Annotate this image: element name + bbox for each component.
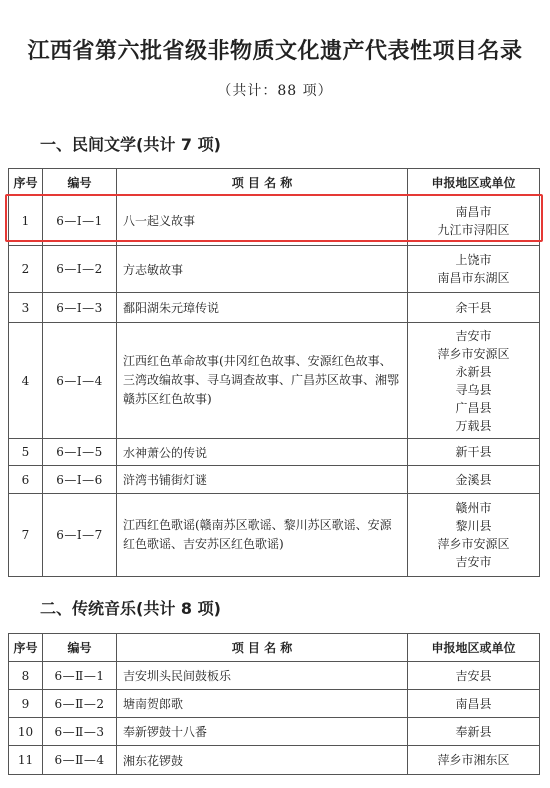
row-name: 江西红色歌谣(赣南苏区歌谣、黎川苏区歌谣、安源红色歌谣、吉安苏区红色歌谣)	[117, 494, 408, 577]
row-num: 9	[9, 690, 43, 718]
region-line: 南昌市	[455, 204, 492, 219]
region-line: 吉安县	[455, 668, 492, 683]
region-line: 南昌县	[455, 696, 492, 711]
region-line: 南昌市东湖区	[437, 271, 510, 285]
row-region	[408, 690, 540, 718]
table-traditional-music	[8, 633, 540, 775]
region-line: 广昌县	[455, 400, 492, 415]
region-line: 黎川县	[455, 519, 492, 533]
header-name: 项 目 名 称	[117, 634, 408, 662]
table-row	[9, 718, 540, 746]
row-code: 6—Ⅰ—6	[43, 466, 117, 494]
row-name: 奉新锣鼓十八番	[117, 718, 408, 746]
region-line: 吉安市	[455, 328, 492, 343]
row-region	[408, 718, 540, 746]
region-line: 永新县	[455, 364, 492, 379]
row-region	[408, 196, 540, 246]
row-region	[408, 246, 540, 293]
region-line: 九江市浔阳区	[437, 222, 510, 237]
row-name: 八一起义故事	[117, 196, 408, 246]
header-code: 编号	[43, 169, 117, 196]
row-code: 6—Ⅰ—2	[43, 246, 117, 293]
row-num: 11	[9, 746, 43, 775]
table-row	[9, 746, 540, 775]
row-name: 浒湾书铺街灯谜	[117, 466, 408, 494]
region-line: 吉安市	[455, 555, 492, 569]
row-num: 5	[9, 439, 43, 466]
row-region	[408, 494, 540, 577]
row-num: 7	[9, 494, 43, 577]
table-row	[9, 293, 540, 323]
table-row	[9, 196, 540, 246]
region-line: 余干县	[455, 300, 492, 315]
document-title: 江西省第六批省级非物质文化遗产代表性项目名录	[27, 38, 523, 64]
header-region: 申报地区或单位	[408, 634, 540, 662]
table-row	[9, 246, 540, 293]
section-heading-traditional-music: 二、传统音乐(共计 8 项)	[40, 599, 221, 618]
table-row	[9, 662, 540, 690]
row-code: 6—Ⅰ—1	[43, 196, 117, 246]
row-num: 2	[9, 246, 43, 293]
row-num: 10	[9, 718, 43, 746]
row-name: 方志敏故事	[117, 246, 408, 293]
region-line: 萍乡市安源区	[437, 537, 510, 551]
row-region	[408, 662, 540, 690]
row-num: 3	[9, 293, 43, 323]
row-code: 6—Ⅰ—4	[43, 323, 117, 439]
table-header-row	[9, 634, 540, 662]
row-code: 6—Ⅰ—7	[43, 494, 117, 577]
row-name: 鄱阳湖朱元璋传说	[117, 293, 408, 323]
table-folk-literature	[8, 168, 540, 577]
header-code: 编号	[43, 634, 117, 662]
region-line: 赣州市	[455, 501, 492, 515]
region-line: 奉新县	[455, 724, 492, 739]
row-region	[408, 293, 540, 323]
row-num: 8	[9, 662, 43, 690]
section-heading-folk-literature: 一、民间文学(共计 7 项)	[40, 135, 221, 154]
row-name: 吉安圳头民间鼓板乐	[117, 662, 408, 690]
header-name: 项 目 名 称	[117, 169, 408, 196]
region-line: 萍乡市湘东区	[437, 753, 510, 767]
table-row	[9, 439, 540, 466]
row-region	[408, 323, 540, 439]
row-region	[408, 439, 540, 466]
header-region: 申报地区或单位	[408, 169, 540, 196]
table-row	[9, 494, 540, 577]
row-region	[408, 466, 540, 494]
row-num: 4	[9, 323, 43, 439]
row-code: 6—Ⅱ—4	[43, 746, 117, 775]
region-line: 上饶市	[455, 253, 492, 267]
region-line: 新干县	[455, 445, 492, 459]
header-num: 序号	[9, 634, 43, 662]
region-line: 万载县	[455, 418, 492, 433]
table-row	[9, 323, 540, 439]
row-region	[408, 746, 540, 775]
row-num: 6	[9, 466, 43, 494]
row-name: 塘南贺郎歌	[117, 690, 408, 718]
row-name: 水神萧公的传说	[117, 439, 408, 466]
region-line: 萍乡市安源区	[437, 346, 510, 361]
table-row	[9, 466, 540, 494]
document-subtitle: （共计：88 项）	[217, 83, 333, 99]
row-name: 湘东花锣鼓	[117, 746, 408, 775]
row-code: 6—Ⅱ—3	[43, 718, 117, 746]
table-row	[9, 690, 540, 718]
row-code: 6—Ⅱ—2	[43, 690, 117, 718]
header-num: 序号	[9, 169, 43, 196]
row-code: 6—Ⅰ—5	[43, 439, 117, 466]
row-num: 1	[9, 196, 43, 246]
row-code: 6—Ⅱ—1	[43, 662, 117, 690]
row-code: 6—Ⅰ—3	[43, 293, 117, 323]
table-header-row	[9, 169, 540, 196]
region-line: 寻乌县	[455, 382, 492, 397]
row-name: 江西红色革命故事(井冈红色故事、安源红色故事、三湾改编故事、寻乌调查故事、广昌苏区故事、湘鄂赣苏区红色故事)	[117, 323, 408, 439]
region-line: 金溪县	[455, 472, 492, 487]
